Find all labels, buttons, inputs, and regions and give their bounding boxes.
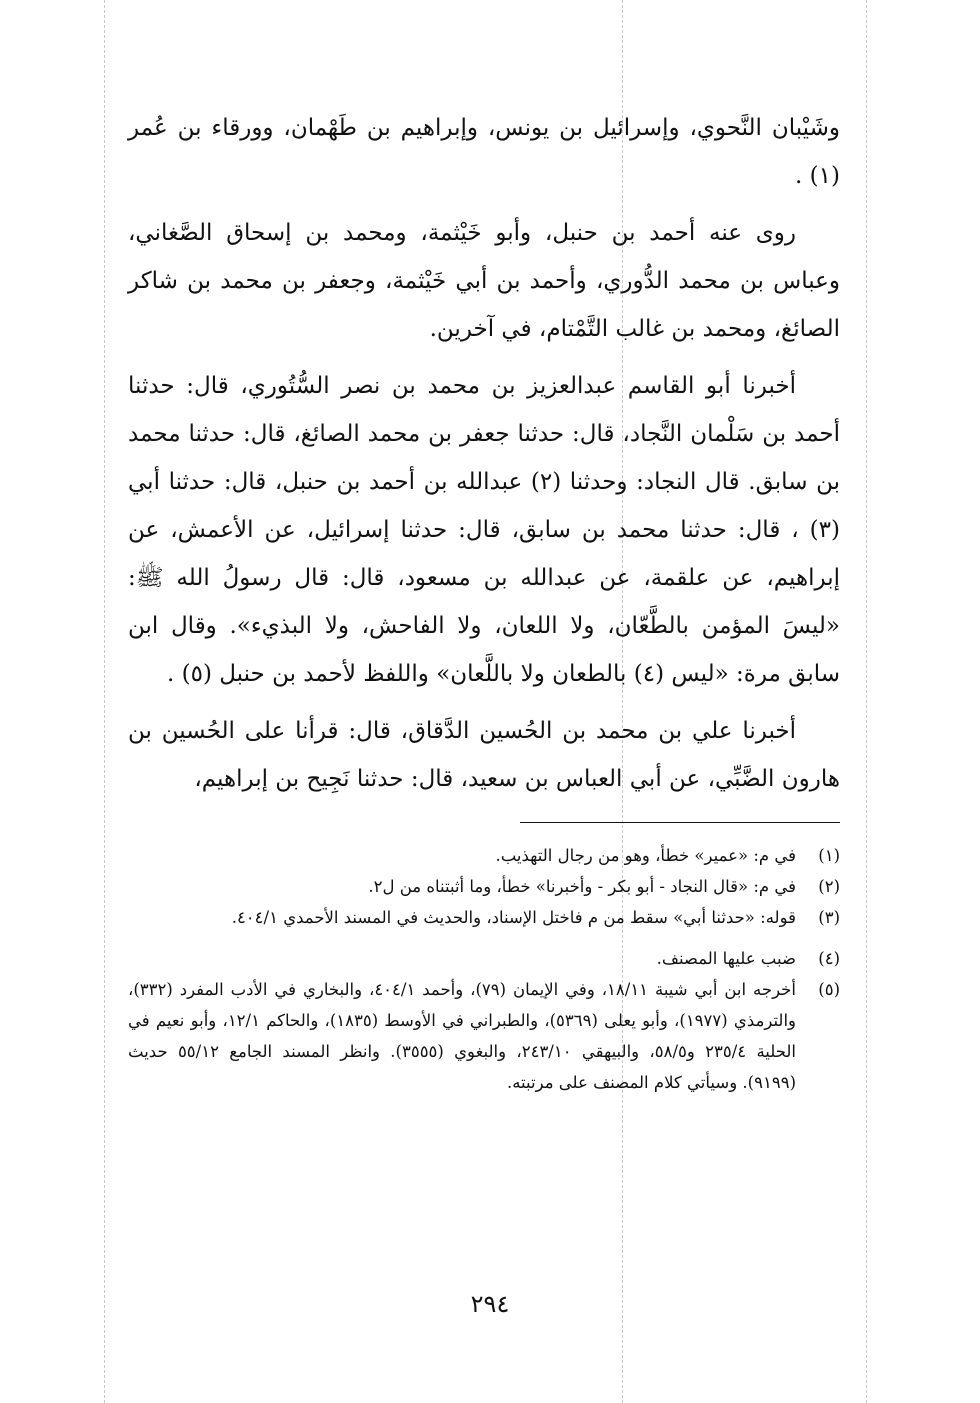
margin-guide-line bbox=[866, 0, 867, 1403]
footnote-text: في م: «عمير» خطأ، وهو من رجال التهذيب. bbox=[495, 846, 796, 865]
footnote-number: (١) bbox=[818, 846, 840, 865]
footnote bbox=[128, 974, 840, 1098]
margin-guide-line bbox=[104, 0, 105, 1403]
main-text bbox=[128, 104, 840, 812]
footnote-separator bbox=[520, 822, 840, 823]
footnote bbox=[128, 943, 840, 974]
paragraph: أخبرنا أبو القاسم عبدالعزيز بن محمد بن نصر السُّتُوري، قال: حدثنا أحمد بن سَلْمان النَّجاد، قال: حدثنا جعفر بن محمد الصائغ، قال: حدثنا محمد بن سابق. قال النجاد: وحدثنا (٢) عبدالله بن أحمد بن حنبل، قال: حدثنا أبي (٣) ، قال: حدثنا محمد بن سابق، قال: حدثنا إسرائيل، عن الأعمش، عن إبراهيم، عن علقمة، عن عبدالله بن مسعود، قال: قال رسولُ الله ﷺ: «ليسَ المؤمن بالطَّعّان، ولا اللعان، ولا الفاحش، ولا البذيء». وقال ابن سابق مرة: «ليس (٤) بالطعان ولا باللَّعان» واللفظ لأحمد بن حنبل (٥) . bbox=[128, 373, 840, 687]
footnote bbox=[128, 871, 840, 902]
footnote bbox=[128, 902, 840, 933]
footnote-number: (٣) bbox=[818, 908, 840, 927]
footnote-text: قوله: «حدثنا أبي» سقط من م فاختل الإسناد، والحديث في المسند الأحمدي ٤٠٤/١. bbox=[231, 908, 796, 927]
footnotes bbox=[128, 840, 840, 1098]
paragraph: أخبرنا علي بن محمد بن الحُسين الدَّقاق، قال: قرأنا على الحُسين بن هارون الضَّبِّي، عن أبي العباس بن سعيد، قال: حدثنا نَجِيح بن إبراهيم، bbox=[128, 718, 840, 792]
footnote bbox=[128, 840, 840, 871]
paragraph: وشَيْبان النَّحوي، وإسرائيل بن يونس، وإبراهيم بن طَهْمان، وورقاء بن عُمر (١) . bbox=[128, 115, 840, 189]
footnote-number: (٥) bbox=[818, 980, 840, 999]
footnote-text: أخرجه ابن أبي شيبة ١٨/١١، وفي الإيمان (٧٩)، وأحمد ٤٠٤/١، والبخاري في الأدب المفرد (٣٣٢)، والترمذي (١٩٧٧)، وأبو يعلى (٥٣٦٩)، والطبراني في الأوسط (١٨٣٥)، والحاكم ١٢/١، وأبو نعيم في الحلية ٢٣٥/٤ و٥٨/٥، والبيهقي ٢٤٣/١٠، والبغوي (٣٥٥٥). وانظر المسند الجامع ٥٥/١٢ حديث (٩١٩٩). وسيأتي كلام المصنف على مرتبته. bbox=[128, 980, 797, 1092]
page-number: ٢٩٤ bbox=[470, 1290, 510, 1318]
footnote-number: (٢) bbox=[818, 877, 840, 896]
footnote-number: (٤) bbox=[818, 949, 840, 968]
footnote-text: ضبب عليها المصنف. bbox=[656, 949, 796, 968]
paragraph: روى عنه أحمد بن حنبل، وأبو خَيْثمة، ومحمد بن إسحاق الصَّغاني، وعباس بن محمد الدُّوري، وأحمد بن أبي خَيْثمة، وجعفر بن محمد بن شاكر الصائغ، ومحمد بن غالب التَّمْتام، في آخرين. bbox=[128, 220, 840, 342]
footnote-text: في م: «قال النجاد - أبو بكر - وأخبرنا» خطأ، وما أثبتناه من ل٢. bbox=[368, 877, 796, 896]
